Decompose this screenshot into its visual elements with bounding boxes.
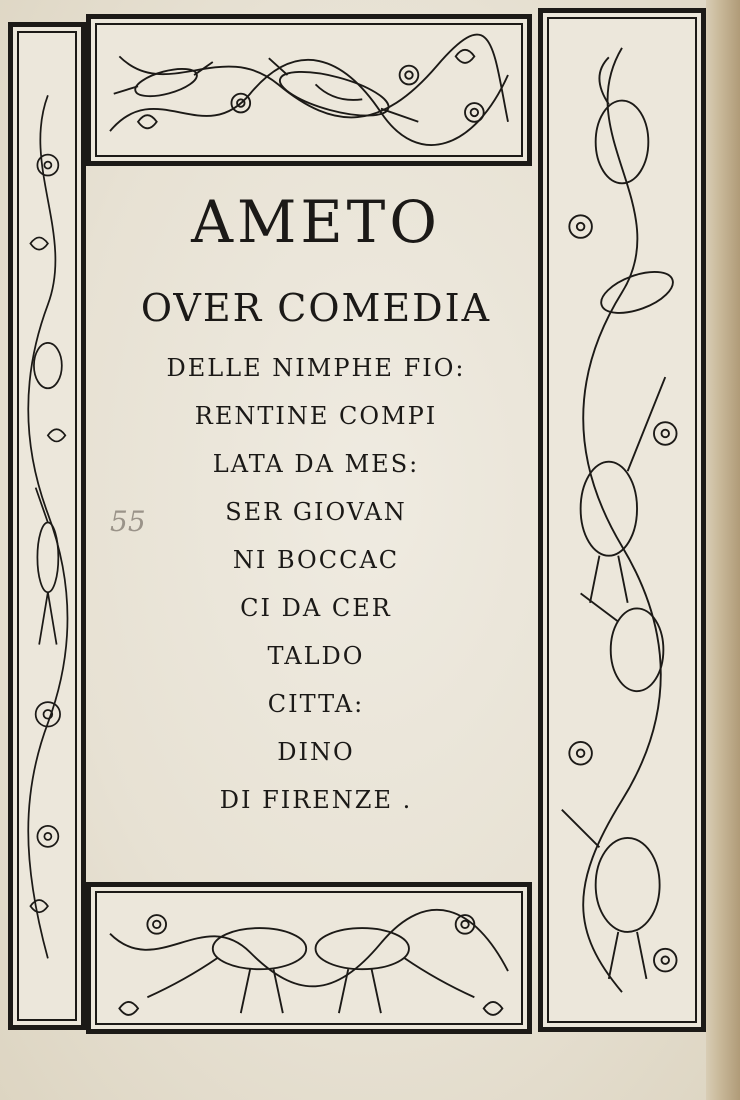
title-line: CI DA CER [240,594,392,622]
woodcut-border-right [538,8,706,1032]
title-line: DI FIRENZE . [219,786,413,814]
title-line: OVER COMEDIA [140,286,492,330]
title-block [96,176,536,876]
vine-ornament-left [13,27,81,1025]
heron-ornament-bottom [91,887,527,1029]
title-line: RENTINE COMPI [194,402,438,430]
woodcut-border-bottom [86,882,532,1034]
title-line: NI BOCCAC [232,546,400,574]
book-spine [706,0,740,1100]
title-line: DINO [277,738,355,766]
heron-vine-ornament-right [543,13,701,1027]
bird-vine-ornament-top [91,19,527,161]
woodcut-border-top [86,14,532,166]
title-line: AMETO [191,188,441,256]
title-line: TALDO [267,642,365,670]
title-line: DELLE NIMPHE FIO: [166,354,466,382]
title-line: LATA DA MES: [212,450,420,478]
woodcut-border-left [8,22,86,1030]
title-line: SER GIOVAN [225,498,407,526]
handwritten-margin-note: 55 [110,505,146,538]
title-line: CITTA: [267,690,365,718]
